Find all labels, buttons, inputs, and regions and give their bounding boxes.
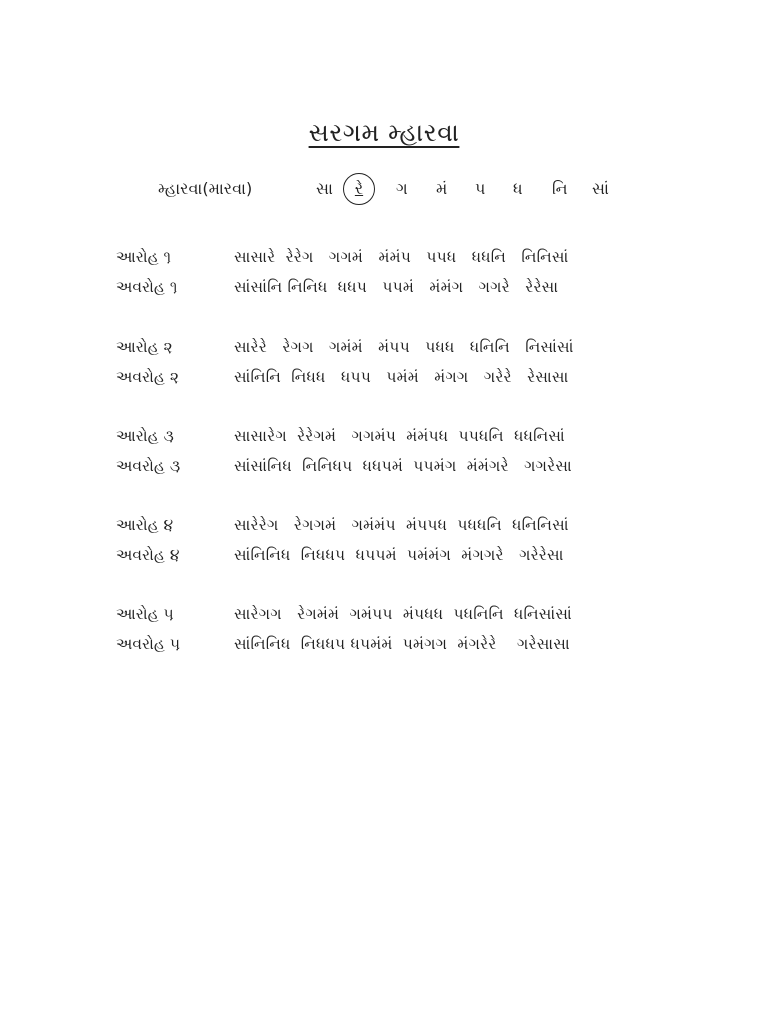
avroh-sequence: સાંસાંનિધ નિનિધપ ધધપમં પપમંગ મંમંગરે ગગરેસા	[234, 457, 572, 475]
scale-note-sa: સા	[316, 179, 333, 198]
avroh-label: અવરોહ ૧઼	[116, 278, 178, 296]
exercise-2	[0, 338, 768, 398]
aaroh-line	[0, 605, 768, 635]
avroh-line	[0, 635, 768, 665]
aaroh-label: આરોહ ૫઼	[116, 605, 174, 623]
aaroh-label: આરોહ ૩઼	[116, 427, 174, 445]
avroh-label: અવરોહ ૪઼	[116, 546, 180, 564]
aaroh-sequence: સાસારેગ રેરેગમં ગગમંપ મંમંપધ પપધનિ ધધનિસાં	[234, 427, 565, 445]
scale-note-dha: ધ	[513, 179, 523, 198]
exercise-3	[0, 427, 768, 487]
page-title: સરગમ મ્હારવા	[308, 118, 460, 147]
aaroh-label: આરોહ ૧઼	[116, 248, 172, 266]
avroh-sequence: સાંનિનિધ નિધધપ ધપપમં પમંમંગ મંગગરે ગરેરેસા	[234, 546, 564, 564]
avroh-line	[0, 546, 768, 576]
raga-name: મ્હારવા(મારવા)	[158, 179, 253, 198]
avroh-sequence: સાંનિનિધ નિધધપ ધપમંમં પમંગગ મંગરેરે ગરેસાસા	[234, 635, 570, 653]
aaroh-line	[0, 427, 768, 457]
aaroh-sequence: સાસારે રેરેગ ગગમં મંમંપ પપધ ધધનિ નિનિસાં	[234, 248, 569, 266]
aaroh-label: આરોહ ૨઼	[116, 338, 173, 356]
scale-note-sa-high: સાં	[592, 179, 609, 198]
scale-note-ma: મં	[436, 179, 448, 198]
aaroh-sequence: સારેરેગ રેગગમં ગમંમંપ મંપપધ પધધનિ ધનિનિસાં	[234, 516, 569, 534]
aaroh-line	[0, 338, 768, 368]
exercise-4	[0, 516, 768, 576]
aaroh-sequence: સારેગગ રેગમંમં ગમંપપ મંપધધ પધનિનિ ધનિસાંસાં	[234, 605, 572, 623]
avroh-sequence: સાંનિનિ નિધધ ધપપ પમંમં મંગગ ગરેરે રેસાસા	[234, 368, 569, 386]
scale-note-ga: ગ	[396, 179, 408, 198]
scale-note-pa: પ	[475, 179, 486, 198]
exercise-1	[0, 248, 768, 308]
aaroh-line	[0, 516, 768, 546]
avroh-sequence: સાંસાંનિ નિનિધ ધધપ પપમં મંમંગ ગગરે રેરેસા	[234, 278, 559, 296]
avroh-label: અવરોહ ૨઼	[116, 368, 179, 386]
exercise-5	[0, 605, 768, 665]
avroh-label: અવરોહ ૩઼	[116, 457, 181, 475]
raga-scale-row	[0, 178, 768, 204]
scale-note-re: રે	[354, 179, 364, 198]
scale-note-re-circled	[343, 173, 375, 205]
aaroh-label: આરોહ ૪઼	[116, 516, 174, 534]
avroh-line	[0, 368, 768, 398]
avroh-line	[0, 457, 768, 487]
avroh-label: અવરોહ ૫઼	[116, 635, 181, 653]
aaroh-sequence: સારેરે રેગગ ગમંમં મંપપ પધધ ધનિનિ નિસાંસાં	[234, 338, 574, 356]
scale-note-ni: નિ	[552, 179, 568, 198]
aaroh-line	[0, 248, 768, 278]
avroh-line	[0, 278, 768, 308]
